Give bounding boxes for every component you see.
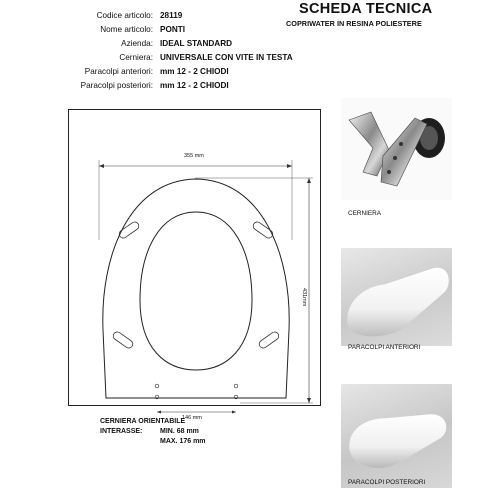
arrow-left: [99, 164, 104, 168]
arrow-hole-left: [157, 411, 161, 414]
seat-opening: [140, 212, 252, 370]
bumper-slot-front-left: [118, 220, 141, 239]
bumper-slot-rear-right: [258, 330, 281, 349]
hinge-caption: CERNIERA: [348, 210, 382, 217]
spec-value: IDEAL STANDARD: [160, 39, 233, 48]
arrow-top: [307, 178, 311, 183]
bumper-slot-rear-left: [112, 330, 135, 349]
arrow-hole-right: [232, 411, 236, 414]
interasse-min: MIN. 68 mm: [160, 428, 199, 435]
spec-value: 28119: [160, 11, 183, 20]
bumper-slot-front-right: [252, 220, 275, 239]
spec-label: Azienda:: [121, 39, 153, 48]
page-subtitle: COPRIWATER IN RESINA POLIESTERE: [286, 19, 422, 28]
front-bumper-photo: [341, 248, 452, 346]
spec-label: Nome articolo:: [100, 25, 153, 34]
front-bumper-caption: PARACOLPI ANTERIORI: [348, 344, 421, 351]
hole-dimension-label: 146 mm: [182, 415, 202, 421]
rear-bumper-caption: PARACOLPI POSTERIORI: [348, 479, 426, 486]
spec-label: Codice articolo:: [96, 11, 153, 20]
hinge-image: [341, 98, 452, 200]
spec-label: Paracolpi anteriori:: [84, 67, 153, 76]
spec-value: mm 12 - 2 CHIODI: [160, 81, 229, 90]
arrow-bottom: [307, 398, 311, 403]
hinge-hole-left-top: [155, 384, 159, 388]
spec-value: UNIVERSALE CON VITE IN TESTA: [160, 53, 293, 62]
interasse-max: MAX. 176 mm: [160, 438, 206, 445]
page-title: SCHEDA TECNICA: [299, 1, 433, 17]
rear-bumper-shape: [349, 414, 446, 468]
spec-value: PONTI: [160, 25, 186, 34]
interasse-label: INTERASSE:: [100, 428, 143, 435]
front-bumper-shape: [347, 267, 449, 336]
spec-label: Paracolpi posteriori:: [80, 81, 153, 90]
hinge-info-title: CERNIERA ORIENTABILE: [100, 418, 186, 425]
rear-bumper-image: [341, 384, 452, 488]
spec-value: mm 12 - 2 CHIODI: [160, 67, 229, 76]
rear-bumper-photo: [341, 384, 452, 488]
hinge-photo: [341, 98, 452, 200]
width-dimension-label: 355 mm: [184, 153, 204, 159]
height-dimension-label: 431mm: [301, 288, 307, 307]
hinge-hole-right-top: [234, 384, 238, 388]
arrow-right: [287, 164, 292, 168]
front-bumper-image: [341, 248, 452, 346]
spec-label: Cerniera:: [119, 53, 153, 62]
